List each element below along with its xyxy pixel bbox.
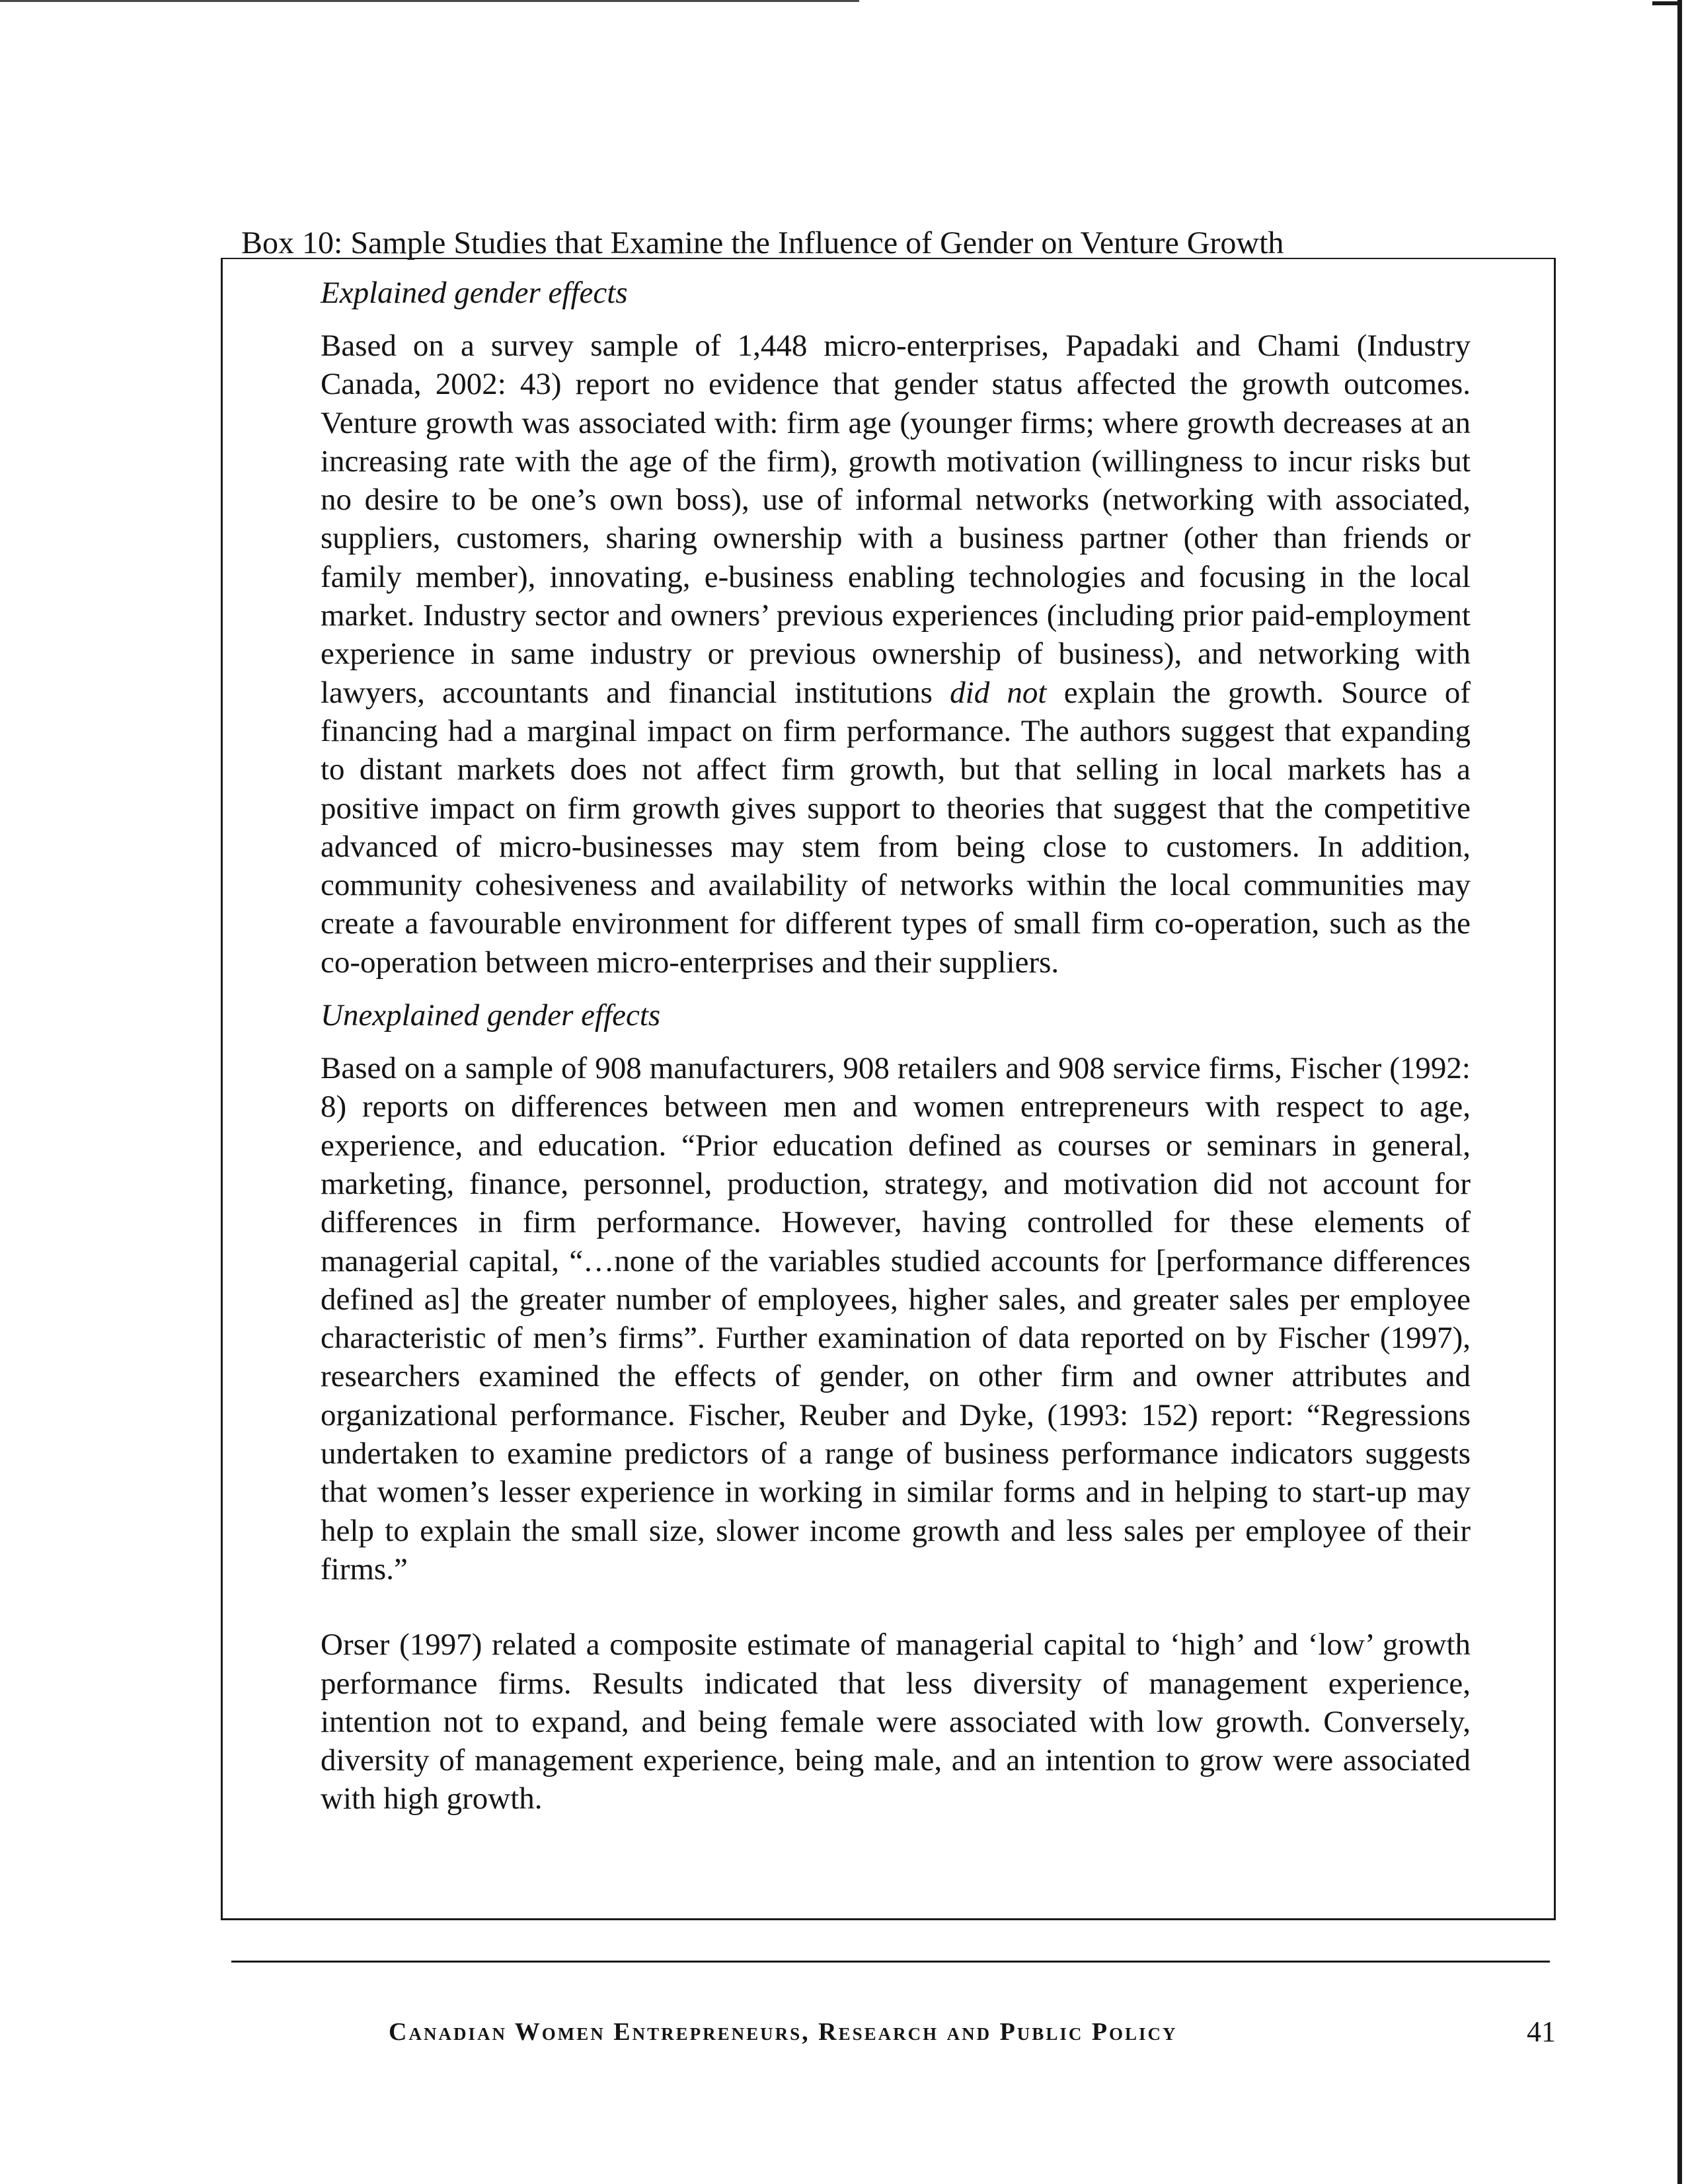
paragraph-text: Based on a survey sample of 1,448 micro-enterprises, Papadaki and Chami (Industry Canada, 2002: 43) report no evidence that gender status affected the growth outcomes. Venture growth was associated with: firm age (younger firms; where growth decreases at an increasing rate with the age of the firm), growth motivation (willingness to incur risks but no desire to be one’s own boss), use of informal networks (networking with associated, suppliers, customers, sharing ownership with a business partner (other than friends or family member), innovating, e-business enabling technologies and focusing in the local market. Industry sector and owners’ previous experiences (including prior paid-employment experience in same industry or previous ownership of business), and networking with lawyers, accountants and financial institutions	[321, 329, 1471, 710]
sample-studies-box	[221, 258, 1556, 1920]
paragraph-text: explain the growth. Source of financing had a marginal impact on firm performance. The authors suggest that expanding to distant markets does not affect firm growth, but that selling in local markets has a positive impact on firm growth gives support to theories that suggest that the competitive advanced of micro-businesses may stem from being close to customers. In addition, community cohesiveness and availability of networks within the local communities may create a favourable environment for different types of small firm co-operation, such as the co-operation between micro-enterprises and their suppliers.	[321, 675, 1471, 980]
paragraph-explained-effects	[321, 327, 1471, 982]
running-footer-title: Canadian Women Entrepreneurs, Research and Public Policy	[389, 2018, 1178, 2046]
section-heading-explained: Explained gender effects	[321, 276, 628, 310]
scan-edge-corner	[1652, 1, 1681, 5]
page-number: 41	[1527, 2015, 1556, 2048]
paragraph-text: Based on a sample of 908 manufacturers, 908 retailers and 908 service firms, Fischer (1992: 8) reports on differences between men and women entrepreneurs with respect to age, experience, and education. “Prior education defined as courses or seminars in general, marketing, finance, personnel, production, strategy, and motivation did not account for differences in firm performance. However, having controlled for these elements of managerial capital, “…none of the variables studied accounts for [performance differences defined as] the greater number of employees, higher sales, and greater sales per employee characteristic of men’s firms”. Further examination of data reported on by Fischer (1997), researchers examined the effects of gender, on other firm and owner attributes and organizational performance. Fischer, Reuber and Dyke, (1993: 152) report: “Regressions undertaken to examine predictors of a range of business performance indicators suggests that women’s lesser experience in working in similar forms and in helping to start-up may help to explain the small size, slower income growth and less sales per employee of their firms.”	[321, 1051, 1471, 1586]
box-content	[321, 274, 1471, 1833]
paragraph-emphasis: did not	[950, 675, 1047, 710]
paragraph-orser-study	[321, 1625, 1471, 1818]
scan-edge-right	[1677, 0, 1682, 2184]
footer-divider	[231, 1961, 1550, 1963]
box-title: Box 10: Sample Studies that Examine the Influence of Gender on Venture Growth	[241, 225, 1284, 260]
paragraph-fischer-study	[321, 1049, 1471, 1588]
scan-edge-top	[0, 0, 859, 2]
section-heading-unexplained: Unexplained gender effects	[321, 998, 661, 1033]
paragraph-text: Orser (1997) related a composite estimate of managerial capital to ‘high’ and ‘low’ growth performance firms. Results indicated that less diversity of management experience, intention not to expand, and being female were associated with low growth. Conversely, diversity of management experience, being male, and an intention to grow were associated with high growth.	[321, 1627, 1471, 1816]
